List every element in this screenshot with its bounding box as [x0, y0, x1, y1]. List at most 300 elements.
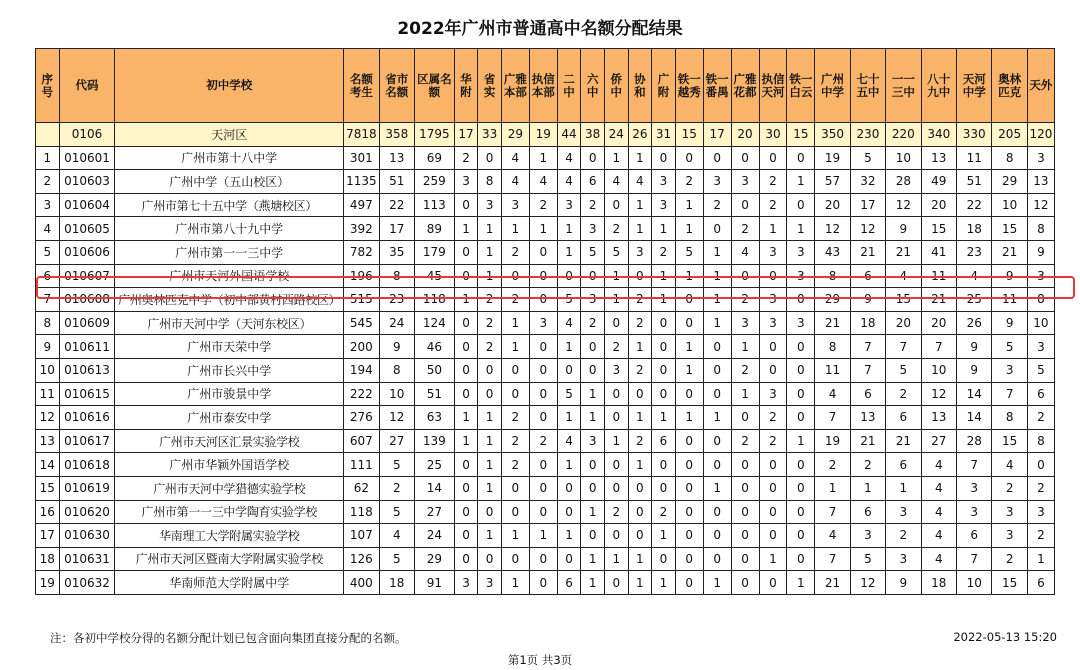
- table-cell: 0: [454, 311, 478, 335]
- table-cell: 3: [759, 311, 787, 335]
- table-cell: 301: [344, 146, 379, 170]
- table-cell: 2: [731, 358, 759, 382]
- table-cell: 1: [478, 429, 502, 453]
- table-cell: 21: [992, 240, 1027, 264]
- table-cell: 1: [529, 217, 557, 241]
- table-cell: 51: [379, 170, 414, 194]
- table-cell: 1: [604, 288, 628, 312]
- table-cell: [36, 123, 60, 147]
- code-cell: 010601: [59, 146, 115, 170]
- summary-row: [36, 123, 1055, 147]
- table-cell: 0: [652, 358, 676, 382]
- table-cell: 10: [886, 146, 921, 170]
- school-name-cell: 广州市第一一三中学陶育实验学校: [115, 500, 344, 524]
- table-cell: 3: [957, 500, 992, 524]
- column-header: 侨中: [604, 49, 628, 123]
- table-row: [36, 240, 1055, 264]
- table-cell: 1: [628, 406, 652, 430]
- table-cell: 15: [992, 217, 1027, 241]
- table-cell: 0: [581, 476, 605, 500]
- allocation-table: [35, 48, 1055, 595]
- table-cell: 1: [557, 524, 581, 548]
- school-name-cell: 广州市天荣中学: [115, 335, 344, 359]
- table-cell: 222: [344, 382, 379, 406]
- table-cell: 1: [703, 476, 731, 500]
- school-name-cell: 广州市第十八中学: [115, 146, 344, 170]
- table-cell: 2: [628, 288, 652, 312]
- table-cell: 545: [344, 311, 379, 335]
- table-cell: 2: [815, 453, 850, 477]
- school-name-cell: 广州市天河外国语学校: [115, 264, 344, 288]
- table-cell: 0: [652, 453, 676, 477]
- table-cell: 4: [36, 217, 60, 241]
- table-cell: 14: [36, 453, 60, 477]
- code-cell: 010609: [59, 311, 115, 335]
- table-cell: 0: [454, 547, 478, 571]
- table-cell: 0: [703, 146, 731, 170]
- table-cell: 0: [787, 500, 815, 524]
- table-cell: 118: [344, 500, 379, 524]
- table-cell: 1: [703, 264, 731, 288]
- table-row: [36, 524, 1055, 548]
- table-cell: 23: [379, 288, 414, 312]
- table-row: [36, 547, 1055, 571]
- table-cell: 0: [501, 500, 529, 524]
- table-cell: 1: [652, 571, 676, 595]
- table-cell: 11: [815, 358, 850, 382]
- table-cell: 0: [628, 500, 652, 524]
- table-cell: 21: [850, 429, 885, 453]
- table-cell: 0: [759, 264, 787, 288]
- table-cell: 6: [652, 429, 676, 453]
- table-cell: 7: [850, 335, 885, 359]
- table-cell: 9: [1027, 240, 1054, 264]
- table-cell: 3: [759, 288, 787, 312]
- table-cell: 2: [581, 311, 605, 335]
- table-cell: 120: [1027, 123, 1054, 147]
- table-cell: 7: [921, 335, 956, 359]
- table-cell: 2: [759, 429, 787, 453]
- table-cell: 26: [628, 123, 652, 147]
- table-cell: 33: [478, 123, 502, 147]
- table-cell: 1: [652, 406, 676, 430]
- table-cell: 4: [921, 547, 956, 571]
- table-cell: 3: [787, 240, 815, 264]
- table-cell: 5: [379, 453, 414, 477]
- table-cell: 0: [759, 146, 787, 170]
- table-cell: 0: [703, 453, 731, 477]
- table-cell: 3: [759, 382, 787, 406]
- table-cell: 4: [557, 311, 581, 335]
- table-cell: 1: [529, 146, 557, 170]
- table-cell: 0: [759, 335, 787, 359]
- column-header: 区属名额: [414, 49, 454, 123]
- table-cell: 0: [731, 264, 759, 288]
- table-cell: 46: [414, 335, 454, 359]
- table-cell: 21: [886, 240, 921, 264]
- table-cell: 1: [478, 264, 502, 288]
- column-header: 华附: [454, 49, 478, 123]
- table-cell: 0: [604, 406, 628, 430]
- table-cell: 0: [557, 547, 581, 571]
- table-cell: 12: [379, 406, 414, 430]
- code-cell: 010616: [59, 406, 115, 430]
- table-cell: 8: [1027, 217, 1054, 241]
- table-cell: 13: [921, 406, 956, 430]
- table-cell: 19: [815, 429, 850, 453]
- table-cell: 0: [703, 500, 731, 524]
- table-cell: 0: [787, 288, 815, 312]
- school-name-cell: 广州市华颖外国语学校: [115, 453, 344, 477]
- table-cell: 5: [36, 240, 60, 264]
- table-cell: 5: [850, 547, 885, 571]
- table-cell: 19: [529, 123, 557, 147]
- table-cell: 43: [815, 240, 850, 264]
- table-cell: 0: [454, 264, 478, 288]
- table-cell: 0: [478, 500, 502, 524]
- table-cell: 5: [992, 335, 1027, 359]
- table-cell: 0: [478, 358, 502, 382]
- table-cell: 28: [957, 429, 992, 453]
- table-cell: 17: [36, 524, 60, 548]
- table-cell: 0: [703, 429, 731, 453]
- table-cell: 1: [703, 311, 731, 335]
- table-cell: 3: [652, 170, 676, 194]
- school-name-cell: 广州市泰安中学: [115, 406, 344, 430]
- table-cell: 8: [478, 170, 502, 194]
- code-cell: 010620: [59, 500, 115, 524]
- table-cell: 0: [454, 500, 478, 524]
- table-cell: 50: [414, 358, 454, 382]
- table-cell: 1: [581, 406, 605, 430]
- table-cell: 26: [957, 311, 992, 335]
- table-cell: 8: [1027, 288, 1054, 312]
- table-cell: 27: [921, 429, 956, 453]
- table-cell: 0: [628, 382, 652, 406]
- table-cell: 12: [921, 382, 956, 406]
- table-cell: 3: [1027, 335, 1054, 359]
- table-cell: 51: [414, 382, 454, 406]
- table-cell: 2: [501, 240, 529, 264]
- school-name-cell: 天河区: [115, 123, 344, 147]
- table-cell: 1: [675, 217, 703, 241]
- table-cell: 15: [787, 123, 815, 147]
- table-cell: 3: [759, 240, 787, 264]
- table-cell: 1: [628, 146, 652, 170]
- table-cell: 0: [604, 382, 628, 406]
- table-cell: 3: [628, 240, 652, 264]
- table-cell: 29: [992, 170, 1027, 194]
- table-cell: 392: [344, 217, 379, 241]
- table-cell: 230: [850, 123, 885, 147]
- table-cell: 4: [815, 524, 850, 548]
- table-cell: 20: [921, 193, 956, 217]
- table-cell: 1: [581, 571, 605, 595]
- table-cell: 9: [957, 335, 992, 359]
- table-cell: 1: [675, 358, 703, 382]
- table-cell: 1795: [414, 123, 454, 147]
- table-cell: 29: [815, 288, 850, 312]
- table-cell: 18: [379, 571, 414, 595]
- table-cell: 13: [850, 406, 885, 430]
- table-cell: 126: [344, 547, 379, 571]
- table-cell: 25: [414, 453, 454, 477]
- table-cell: 18: [36, 547, 60, 571]
- column-header: 广附: [652, 49, 676, 123]
- column-header: 执信本部: [529, 49, 557, 123]
- table-cell: 1: [850, 476, 885, 500]
- table-cell: 6: [557, 571, 581, 595]
- table-cell: 25: [957, 288, 992, 312]
- table-cell: 19: [815, 146, 850, 170]
- table-cell: 4: [604, 170, 628, 194]
- table-cell: 1: [652, 264, 676, 288]
- table-cell: 0: [787, 335, 815, 359]
- table-cell: 0: [787, 382, 815, 406]
- table-cell: 0: [454, 358, 478, 382]
- code-cell: 010608: [59, 288, 115, 312]
- table-cell: 0: [731, 406, 759, 430]
- table-cell: 1: [581, 500, 605, 524]
- column-header: 广雅本部: [501, 49, 529, 123]
- table-cell: 3: [886, 500, 921, 524]
- table-cell: 0: [454, 524, 478, 548]
- table-cell: 4: [628, 170, 652, 194]
- table-cell: 3: [478, 193, 502, 217]
- table-cell: 3: [36, 193, 60, 217]
- table-cell: 1: [478, 406, 502, 430]
- table-cell: 3: [957, 476, 992, 500]
- table-cell: 1: [501, 571, 529, 595]
- table-cell: 0: [529, 264, 557, 288]
- table-cell: 0: [529, 288, 557, 312]
- table-cell: 1: [787, 571, 815, 595]
- table-cell: 5: [675, 240, 703, 264]
- table-cell: 0: [604, 571, 628, 595]
- code-cell: 0106: [59, 123, 115, 147]
- table-cell: 0: [675, 500, 703, 524]
- table-cell: 0: [731, 500, 759, 524]
- table-cell: 1: [557, 335, 581, 359]
- table-cell: 3: [886, 547, 921, 571]
- table-cell: 1: [501, 524, 529, 548]
- table-cell: 1: [628, 547, 652, 571]
- code-cell: 010603: [59, 170, 115, 194]
- table-cell: 4: [731, 240, 759, 264]
- table-cell: 18: [850, 311, 885, 335]
- table-cell: 4: [921, 524, 956, 548]
- table-cell: 1: [731, 382, 759, 406]
- column-header: 执信天河: [759, 49, 787, 123]
- table-cell: 8: [379, 358, 414, 382]
- table-cell: 2: [604, 500, 628, 524]
- table-cell: 2: [992, 547, 1027, 571]
- table-cell: 7: [850, 358, 885, 382]
- table-cell: 1: [703, 571, 731, 595]
- table-cell: 0: [557, 476, 581, 500]
- table-cell: 13: [921, 146, 956, 170]
- table-cell: 2: [501, 429, 529, 453]
- table-cell: 15: [992, 429, 1027, 453]
- table-cell: 4: [557, 170, 581, 194]
- table-cell: 6: [850, 264, 885, 288]
- table-cell: 0: [652, 476, 676, 500]
- table-cell: 1: [886, 476, 921, 500]
- table-cell: 259: [414, 170, 454, 194]
- table-cell: 10: [1027, 311, 1054, 335]
- table-row: [36, 571, 1055, 595]
- table-cell: 0: [454, 193, 478, 217]
- table-cell: 21: [815, 571, 850, 595]
- table-cell: 3: [787, 264, 815, 288]
- code-cell: 010604: [59, 193, 115, 217]
- table-cell: 12: [815, 217, 850, 241]
- table-cell: 0: [703, 382, 731, 406]
- table-cell: 0: [529, 240, 557, 264]
- table-cell: 49: [921, 170, 956, 194]
- table-cell: 0: [731, 476, 759, 500]
- code-cell: 010630: [59, 524, 115, 548]
- school-name-cell: 广州市天河区暨南大学附属实验学校: [115, 547, 344, 571]
- table-cell: 0: [675, 146, 703, 170]
- table-cell: 69: [414, 146, 454, 170]
- column-header: 序号: [36, 49, 60, 123]
- code-cell: 010615: [59, 382, 115, 406]
- table-cell: 5: [557, 288, 581, 312]
- table-cell: 0: [501, 547, 529, 571]
- table-cell: 6: [36, 264, 60, 288]
- table-cell: 0: [581, 524, 605, 548]
- table-cell: 276: [344, 406, 379, 430]
- table-cell: 0: [675, 311, 703, 335]
- code-cell: 010611: [59, 335, 115, 359]
- table-cell: 0: [652, 382, 676, 406]
- table-cell: 1: [628, 335, 652, 359]
- column-header: 天外: [1027, 49, 1054, 123]
- table-cell: 2: [501, 406, 529, 430]
- table-row: [36, 146, 1055, 170]
- table-cell: 0: [759, 500, 787, 524]
- table-row: [36, 453, 1055, 477]
- table-cell: 1: [815, 476, 850, 500]
- table-cell: 3: [454, 170, 478, 194]
- table-cell: 4: [529, 170, 557, 194]
- table-cell: 0: [501, 264, 529, 288]
- table-cell: 0: [529, 382, 557, 406]
- table-cell: 0: [675, 476, 703, 500]
- table-cell: 194: [344, 358, 379, 382]
- table-cell: 0: [478, 547, 502, 571]
- table-cell: 1: [759, 217, 787, 241]
- table-cell: 0: [604, 311, 628, 335]
- table-cell: 2: [886, 524, 921, 548]
- column-header: 铁一番禺: [703, 49, 731, 123]
- table-cell: 1: [557, 406, 581, 430]
- table-cell: 17: [454, 123, 478, 147]
- table-cell: 57: [815, 170, 850, 194]
- table-cell: 27: [379, 429, 414, 453]
- table-cell: 1: [557, 240, 581, 264]
- table-cell: 0: [703, 524, 731, 548]
- table-cell: 0: [604, 524, 628, 548]
- table-cell: 7: [957, 453, 992, 477]
- table-cell: 21: [921, 288, 956, 312]
- column-header: 天河中学: [957, 49, 992, 123]
- table-cell: 7: [815, 406, 850, 430]
- table-cell: 3: [992, 524, 1027, 548]
- column-header: 广州中学: [815, 49, 850, 123]
- table-cell: 13: [36, 429, 60, 453]
- table-cell: 1: [1027, 547, 1054, 571]
- table-cell: 1: [581, 382, 605, 406]
- table-cell: 9: [886, 571, 921, 595]
- table-cell: 200: [344, 335, 379, 359]
- table-cell: 0: [652, 311, 676, 335]
- table-cell: 1: [478, 240, 502, 264]
- table-cell: 3: [992, 500, 1027, 524]
- table-cell: 1: [604, 146, 628, 170]
- table-cell: 1: [478, 476, 502, 500]
- table-cell: 1: [557, 453, 581, 477]
- table-cell: 1: [787, 217, 815, 241]
- table-cell: 1: [731, 335, 759, 359]
- column-header: 省市名额: [379, 49, 414, 123]
- table-cell: 22: [957, 193, 992, 217]
- table-cell: 24: [379, 311, 414, 335]
- table-cell: 4: [557, 146, 581, 170]
- table-cell: 32: [850, 170, 885, 194]
- table-cell: 0: [731, 453, 759, 477]
- table-cell: 1: [529, 524, 557, 548]
- table-cell: 1: [454, 429, 478, 453]
- table-row: [36, 288, 1055, 312]
- table-cell: 4: [379, 524, 414, 548]
- table-cell: 1: [628, 453, 652, 477]
- table-cell: 2: [886, 382, 921, 406]
- table-cell: 20: [731, 123, 759, 147]
- table-cell: 0: [529, 571, 557, 595]
- table-cell: 13: [379, 146, 414, 170]
- table-cell: 6: [850, 500, 885, 524]
- table-cell: 16: [36, 500, 60, 524]
- column-header: 奥林匹克: [992, 49, 1027, 123]
- table-cell: 2: [675, 170, 703, 194]
- table-cell: 8: [815, 264, 850, 288]
- school-name-cell: 广州市长兴中学: [115, 358, 344, 382]
- table-row: [36, 429, 1055, 453]
- table-cell: 0: [703, 547, 731, 571]
- table-cell: 11: [921, 264, 956, 288]
- table-cell: 11: [36, 382, 60, 406]
- table-cell: 358: [379, 123, 414, 147]
- table-cell: 18: [921, 571, 956, 595]
- table-cell: 3: [604, 358, 628, 382]
- table-cell: 6: [886, 406, 921, 430]
- table-cell: 139: [414, 429, 454, 453]
- table-cell: 5: [379, 547, 414, 571]
- code-cell: 010613: [59, 358, 115, 382]
- table-cell: 9: [957, 358, 992, 382]
- table-cell: 1: [703, 406, 731, 430]
- table-cell: 3: [581, 217, 605, 241]
- table-cell: 2: [478, 311, 502, 335]
- table-cell: 15: [992, 571, 1027, 595]
- table-cell: 1: [604, 264, 628, 288]
- table-cell: 1: [557, 217, 581, 241]
- table-cell: 19: [36, 571, 60, 595]
- table-cell: 2: [501, 453, 529, 477]
- code-cell: 010606: [59, 240, 115, 264]
